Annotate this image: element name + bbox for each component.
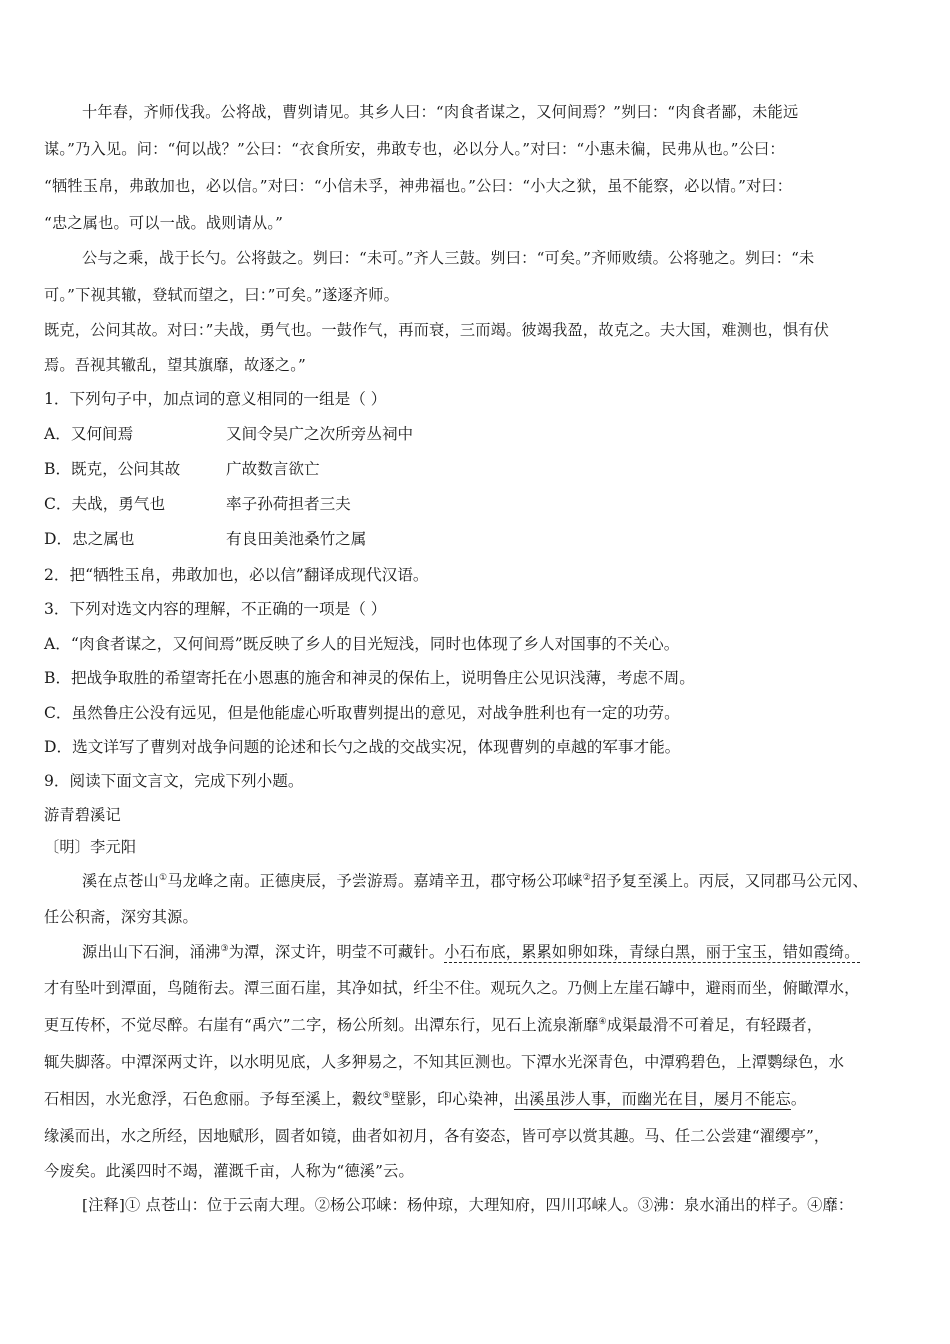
q1-option-a-compare: 又间令吴广之次所旁丛祠中 bbox=[226, 425, 414, 443]
passage2-line-9: 今废矣。此溪四时不竭，灌溉千亩，人称为“德溪”云。 bbox=[44, 1162, 414, 1180]
q3-option-d: D．选文详写了曹刿对战争问题的论述和长勺之战的交战实况，体现曹刿的卓越的军事才能。 bbox=[44, 738, 681, 756]
q1-option-d-compare: 有良田美池桑竹之属 bbox=[226, 530, 367, 548]
passage2-line-3: 源出山下石涧，涌沸③为潭，深丈许，明莹不可藏针。小石布底，累累如卵如珠，青绿白黑，丽于宝玉，错如霞绮。 bbox=[82, 943, 860, 961]
question-1-stem: 1．下列句子中，加点词的意义相同的一组是（ ） bbox=[44, 390, 387, 408]
question-3-stem: 3．下列对选文内容的理解，不正确的一项是（ ） bbox=[44, 600, 387, 618]
footnote-marker-3: ③ bbox=[220, 943, 229, 954]
q1-option-c-label: C．夫战，勇气也 bbox=[44, 495, 166, 513]
passage1-line-8: 焉。吾视其辙乱，望其旗靡，故逐之。” bbox=[44, 356, 306, 374]
passage1-line-1: 十年春，齐师伐我。公将战，曹刿请见。其乡人曰：“肉食者谋之，又何间焉？”刿曰：“肉食者鄙，未能远 bbox=[82, 103, 799, 121]
solid-underlined-sentence: 出溪虽涉人事，而幽光在目，屡月不能忘 bbox=[513, 1090, 791, 1108]
dashed-underlined-sentence: 小石布底，累累如卵如珠，青绿白黑，丽于宝玉，错如霞绮。 bbox=[444, 943, 860, 961]
q1-option-d-label: D．忠之属也 bbox=[44, 530, 135, 548]
essay-author: 〔明〕李元阳 bbox=[44, 838, 137, 856]
passage2-line-6: 辄失脚落。中潭深两丈许，以水明见底，人多狎易之，不知其叵测也。下潭水光深青色，中潭鸦碧色，上潭鹦绿色，水 bbox=[44, 1053, 845, 1071]
q3-option-c: C．虽然鲁庄公没有远见，但是他能虚心听取曹刿提出的意见，对战争胜利也有一定的功劳。 bbox=[44, 704, 680, 722]
essay-title: 游青碧溪记 bbox=[44, 806, 121, 824]
question-2-stem: 2．把“牺牲玉帛，弗敢加也，必以信”翻译成现代汉语。 bbox=[44, 566, 429, 584]
passage2-line-8: 缘溪而出，水之所经，因地赋形，圆者如镜，曲者如初月，各有姿态，皆可亭以赏其趣。马、任二公尝建“濯缨亭”， bbox=[44, 1127, 830, 1145]
footnote-marker-5: ⑤ bbox=[382, 1090, 391, 1101]
passage2-line-2: 任公积斋，深穷其源。 bbox=[44, 908, 198, 926]
q1-option-c-compare: 率子孙荷担者三夫 bbox=[226, 495, 351, 513]
q3-option-a: A．“肉食者谋之，又何间焉”既反映了乡人的目光短浅，同时也体现了乡人对国事的不关心。 bbox=[44, 635, 680, 653]
passage2-line-1: 溪在点苍山①马龙峰之南。正德庚辰，予尝游焉。嘉靖辛丑，郡守杨公邛崃②招予复至溪上。丙辰，又同郡马公元冈、 bbox=[82, 872, 868, 890]
question-9-stem: 9．阅读下面文言文，完成下列小题。 bbox=[44, 772, 304, 790]
q1-option-a-label: A．又何间焉 bbox=[44, 425, 134, 443]
passage2-line-4: 才有坠叶到潭面，鸟随衔去。潭三面石崖，其净如拭，纤尘不住。观玩久之。乃侧上左崖石罅中，避雨而坐，俯瞰潭水， bbox=[44, 979, 860, 997]
passage2-line-7: 石相因，水光愈浮，石色愈丽。予每至溪上，縠纹⑤壁影，印心染神，出溪虽涉人事，而幽光在目，屡月不能忘。 bbox=[44, 1090, 807, 1108]
q3-option-b: B．把战争取胜的希望寄托在小恩惠的施舍和神灵的保佑上，说明鲁庄公见识浅薄，考虑不周。 bbox=[44, 669, 695, 687]
passage1-line-4: “忠之属也。可以一战。战则请从。” bbox=[44, 214, 284, 232]
q1-option-b-compare: 广故数言欲亡 bbox=[226, 460, 320, 478]
passage1-line-3: “牺牲玉帛，弗敢加也，必以信。”对曰：“小信未孚，神弗福也。”公曰：“小大之狱，虽不能察，必以情。”对曰： bbox=[44, 177, 793, 195]
passage1-line-2: 谋。”乃入见。问：“何以战？”公曰：“衣食所安，弗敢专也，必以分人。”对曰：“小惠未徧，民弗从也。”公曰： bbox=[44, 140, 785, 158]
footnote-marker-1: ① bbox=[158, 872, 168, 883]
passage1-line-6: 可。”下视其辙，登轼而望之，曰：”可矣。”遂逐齐师。 bbox=[44, 286, 400, 304]
passage1-line-7: 既克，公问其故。对曰：”夫战，勇气也。一鼓作气，再而衰，三而竭。彼竭我盈，故克之。夫大国，难测也，惧有伏 bbox=[44, 321, 830, 339]
footnote-marker-2: ② bbox=[582, 872, 591, 883]
passage2-line-5: 更互传杯，不觉尽醉。右崖有“禹穴”二字，杨公所刻。出潭东行，见石上流泉渐靡④成渠最滑不可着足，有轻蹑者， bbox=[44, 1016, 823, 1034]
annotation-note: [注释]① 点苍山：位于云南大理。②杨公邛崃：杨仲琼，大理知府，四川邛崃人。③沸：泉水涌出的样子。④靡： bbox=[82, 1196, 854, 1214]
footnote-marker-4: ④ bbox=[598, 1016, 607, 1027]
q1-option-b-label: B．既克，公问其故 bbox=[44, 460, 181, 478]
passage1-line-5: 公与之乘，战于长勺。公将鼓之。刿曰：“未可。”齐人三鼓。刿曰：“可矣。”齐师败绩。公将驰之。刿曰：“未 bbox=[82, 249, 815, 267]
